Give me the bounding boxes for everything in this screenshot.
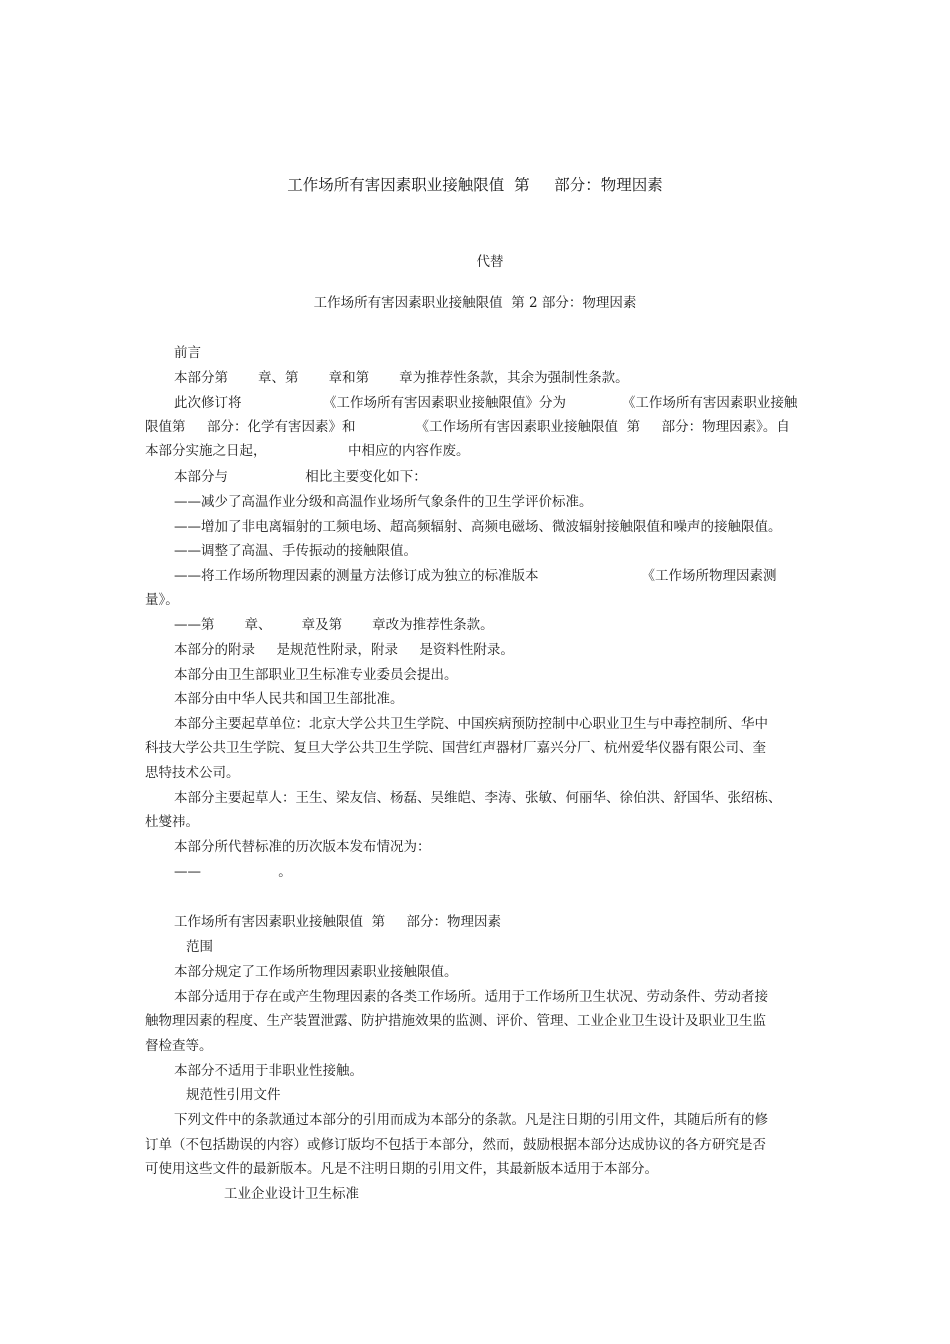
paragraph: 限值第 部分：化学有害因素》和 《工作场所有害因素职业接触限值 第 部分：物理因素》。自 <box>145 419 790 435</box>
document-title: 工作场所有害因素职业接触限值 第 部分：物理因素 <box>287 176 663 194</box>
change-item: 量》。 <box>145 592 179 608</box>
change-item: ——增加了非电离辐射的工频电场、超高频辐射、高频电磁场、微波辐射接触限值和噪声的接触限值。 <box>174 519 782 535</box>
paragraph: 订单（不包括勘误的内容）或修订版均不包括于本部分，然而，鼓励根据本部分达成协议的各方研究是否 <box>145 1137 766 1153</box>
paragraph: 本部分适用于存在或产生物理因素的各类工作场所。适用于工作场所卫生状况、劳动条件、劳动者接 <box>174 989 768 1005</box>
document-subtitle: 工作场所有害因素职业接触限值 第 2 部分：物理因素 <box>313 295 637 311</box>
paragraph: 本部分由中华人民共和国卫生部批准。 <box>174 691 404 707</box>
change-item: ——减少了高温作业分级和高温作业场所气象条件的卫生学评价标准。 <box>174 494 593 510</box>
paragraph: 此次修订将 《工作场所有害因素职业接触限值》分为 《工作场所有害因素职业接触 <box>174 395 798 411</box>
paragraph: 本部分不适用于非职业性接触。 <box>174 1063 363 1079</box>
replaces-note: 代替 <box>476 254 504 270</box>
paragraph: 科技大学公共卫生学院、复旦大学公共卫生学院、国营红声器材厂嘉兴分厂、杭州爱华仪器有限公司、奎 <box>145 740 766 756</box>
paragraph: 本部分第 章、第 章和第 章为推荐性条款，其余为强制性条款。 <box>174 370 629 386</box>
paragraph: 杜燮祎。 <box>145 814 199 830</box>
paragraph: 本部分由卫生部职业卫生标准专业委员会提出。 <box>174 667 458 683</box>
paragraph: 本部分主要起草单位：北京大学公共卫生学院、中国疾病预防控制中心职业卫生与中毒控制所、华中 <box>174 716 768 732</box>
paragraph: 本部分主要起草人：王生、梁友信、杨磊、吴维皑、李涛、张敏、何丽华、徐伯洪、舒国华、张绍栋、 <box>174 790 782 806</box>
paragraph: —— 。 <box>174 864 292 880</box>
section-heading-scope: 范围 <box>186 939 213 955</box>
paragraph: 督检查等。 <box>145 1038 213 1054</box>
paragraph: 本部分的附录 是规范性附录，附录 是资料性附录。 <box>174 642 514 658</box>
paragraph: 本部分所代替标准的历次版本发布情况为： <box>174 839 431 855</box>
paragraph: 触物理因素的程度、生产装置泄露、防护措施效果的监测、评价、管理、工业企业卫生设计及职业卫生监 <box>145 1013 766 1029</box>
change-item: ——调整了高温、手传振动的接触限值。 <box>174 543 417 559</box>
paragraph: 思特技术公司。 <box>145 765 240 781</box>
preface-heading: 前言 <box>174 345 201 361</box>
reference-item: 工业企业设计卫生标准 <box>224 1186 359 1202</box>
paragraph: 本部分实施之日起， 中相应的内容作废。 <box>145 443 470 459</box>
paragraph: 下列文件中的条款通过本部分的引用而成为本部分的条款。凡是注日期的引用文件，其随后所有的修 <box>174 1112 768 1128</box>
section-heading-references: 规范性引用文件 <box>186 1087 281 1103</box>
paragraph: 本部分与 相比主要变化如下： <box>174 469 427 485</box>
change-item: ——第 章、 章及第 章改为推荐性条款。 <box>174 617 494 633</box>
body-title: 工作场所有害因素职业接触限值 第 部分：物理因素 <box>174 914 502 930</box>
change-item: ——将工作场所物理因素的测量方法修订成为独立的标准版本 《工作场所物理因素测 <box>174 568 777 584</box>
paragraph: 本部分规定了工作场所物理因素职业接触限值。 <box>174 964 458 980</box>
paragraph: 可使用这些文件的最新版本。凡是不注明日期的引用文件，其最新版本适用于本部分。 <box>145 1161 658 1177</box>
